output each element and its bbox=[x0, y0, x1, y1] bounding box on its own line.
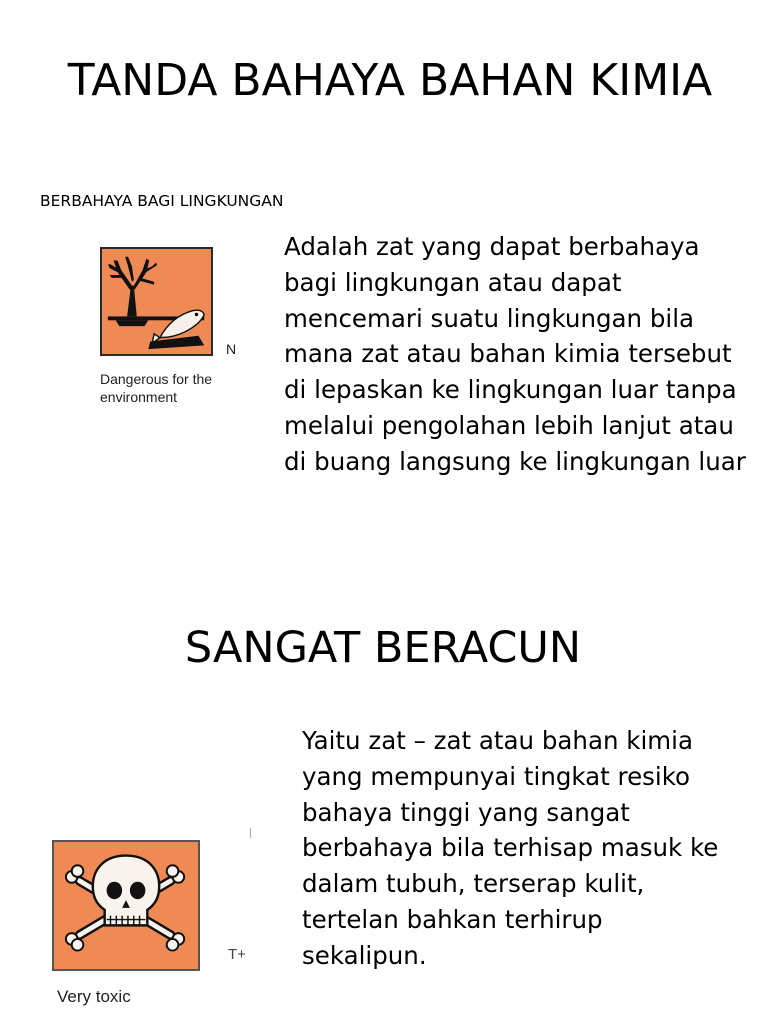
section-label-environment: BERBAHAYA BAGI LINGKUNGAN bbox=[40, 192, 284, 210]
section-heading-very-toxic: SANGAT BERACUN bbox=[184, 623, 582, 673]
very-toxic-description: Yaitu zat – zat atau bahan kimia yang mempunyai tingkat resiko bahaya tinggi yang sangat berbahaya bila terhisap masuk ke dalam tubuh, terserap kulit, tertelan bahkan terhirup sekalipun. bbox=[302, 726, 719, 970]
dead-tree-fish-icon bbox=[102, 249, 211, 354]
environment-hazard-symbol bbox=[100, 247, 213, 356]
page-title: TANDA BAHAYA BAHAN KIMIA bbox=[67, 55, 713, 106]
very-toxic-symbol-caption: Very toxic bbox=[57, 987, 131, 1006]
hazard-code-n: N bbox=[226, 341, 237, 357]
skull-crossbones-icon bbox=[54, 842, 198, 969]
hazard-code-t-plus: T+ bbox=[228, 946, 246, 963]
environment-symbol-caption: Dangerous for the environment bbox=[100, 371, 213, 405]
very-toxic-hazard-symbol bbox=[52, 840, 200, 971]
environment-description: Adalah zat yang dapat berbahaya bagi lingkungan atau dapat mencemari suatu lingkungan bila mana zat atau bahan kimia tersebut di lepaskan ke lingkungan luar tanpa melalui pengolahan lebih lanjut atau di buang langsung ke lingkungan luar bbox=[284, 232, 746, 476]
scan-speck bbox=[250, 828, 251, 838]
